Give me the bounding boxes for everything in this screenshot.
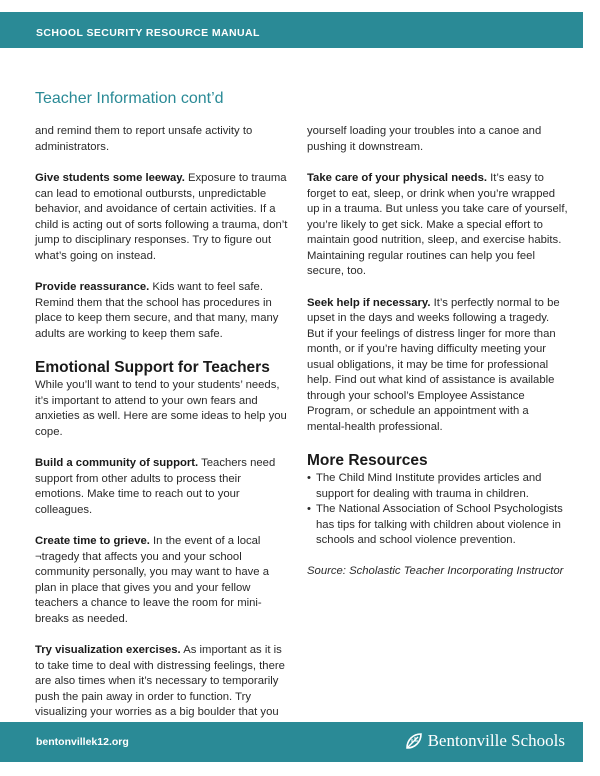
tip-lead: Seek help if necessary. bbox=[307, 296, 431, 309]
manual-title: SCHOOL SECURITY RESOURCE MANUAL bbox=[36, 27, 260, 39]
logo-text: Bentonville Schools bbox=[427, 731, 565, 750]
tip-help bbox=[307, 296, 569, 436]
tip-community bbox=[35, 456, 293, 518]
tip-text: Exposure to trauma can lead to emotional outbursts, unpredictable behavior, and avoidance of certain activities. If a child is acting out of sorts following a trauma, don’t jump to disciplinary responses. Try to figure out what’s going on instead. bbox=[35, 172, 288, 262]
right-column bbox=[307, 124, 569, 595]
tip-lead: Try visualization exercises. bbox=[35, 644, 181, 656]
resources-list bbox=[307, 471, 569, 549]
section-title: Teacher Information cont’d bbox=[35, 90, 224, 107]
emotional-intro: While you’ll want to tend to your students’ needs, it’s important to attend to your own fears and anxieties as well. Here are some ideas to help you cope. bbox=[35, 379, 287, 438]
leaf-icon bbox=[404, 731, 424, 751]
emotional-support-heading: Emotional Support for Teachers bbox=[35, 359, 270, 376]
footer-bar bbox=[0, 722, 583, 762]
header-bar bbox=[0, 12, 583, 48]
tip-text: In the event of a local ¬tragedy that affects you and your school community personally, you may want to have a plan in place that gives you and your fellow teachers a chance to leave the room for mini-breaks as needed. bbox=[35, 535, 269, 625]
tip-text: Teachers need support from other adults to process their emotions. Make time to reach out to your colleagues. bbox=[35, 457, 276, 516]
website-link[interactable]: bentonvillek12.org bbox=[36, 736, 129, 748]
continuation-text: yourself loading your troubles into a canoe and pushing it downstream. bbox=[307, 125, 542, 153]
tip-text: As important as it is to take time to deal with distressing feelings, there are also times when it’s necessary to temporarily push the pain away in order to function. Try visualizing your worries as a big boulder that you bbox=[35, 644, 285, 718]
tip-lead: Give students some leeway. bbox=[35, 172, 185, 184]
tip-leeway bbox=[35, 171, 293, 264]
list-item: • The Child Mind Institute provides articles and support for dealing with trauma in children. bbox=[307, 471, 569, 502]
tip-grieve bbox=[35, 534, 293, 627]
tip-lead: Take care of your physical needs. bbox=[307, 172, 487, 184]
tip-lead: Build a community of support. bbox=[35, 457, 199, 469]
list-item: • The National Association of School Psychologists has tips for talking with children about violence in schools and school violence prevention. bbox=[307, 502, 569, 549]
source-citation: Source: Scholastic Teacher Incorporating Instructor bbox=[307, 564, 564, 577]
district-logo bbox=[404, 731, 565, 751]
tip-text: Kids want to feel safe. Remind them that the school has procedures in place to keep them secure, and that many, many adults are working to keep them safe. bbox=[35, 281, 279, 340]
tip-physical bbox=[307, 171, 569, 280]
tip-lead: Provide reassurance. bbox=[35, 281, 150, 293]
more-resources-heading: More Resources bbox=[307, 452, 428, 469]
continuation-text: and remind them to report unsafe activity to administrators. bbox=[35, 125, 253, 153]
left-column bbox=[35, 124, 293, 752]
tip-lead: Create time to grieve. bbox=[35, 535, 150, 547]
tip-reassurance bbox=[35, 280, 293, 342]
tip-text: It’s easy to forget to eat, sleep, or drink when you’re wrapped up in a trauma. But unless you take care of yourself, you’re likely to get sick. Make a special effort to maintain good nutrition, sleep, and exercise habits. Maintaining regular routines can help you feel secure, too. bbox=[307, 172, 568, 277]
tip-text: It’s perfectly normal to be upset in the days and weeks following a tragedy. But if your feelings of distress linger for more than month, or if you’re having difficulty meeting your usual obligations, it may be time for professional help. Find out what kind of assistance is available through your school’s Employee Assistance Program, or schedule an appointment with a mental-health professional. bbox=[307, 296, 560, 433]
